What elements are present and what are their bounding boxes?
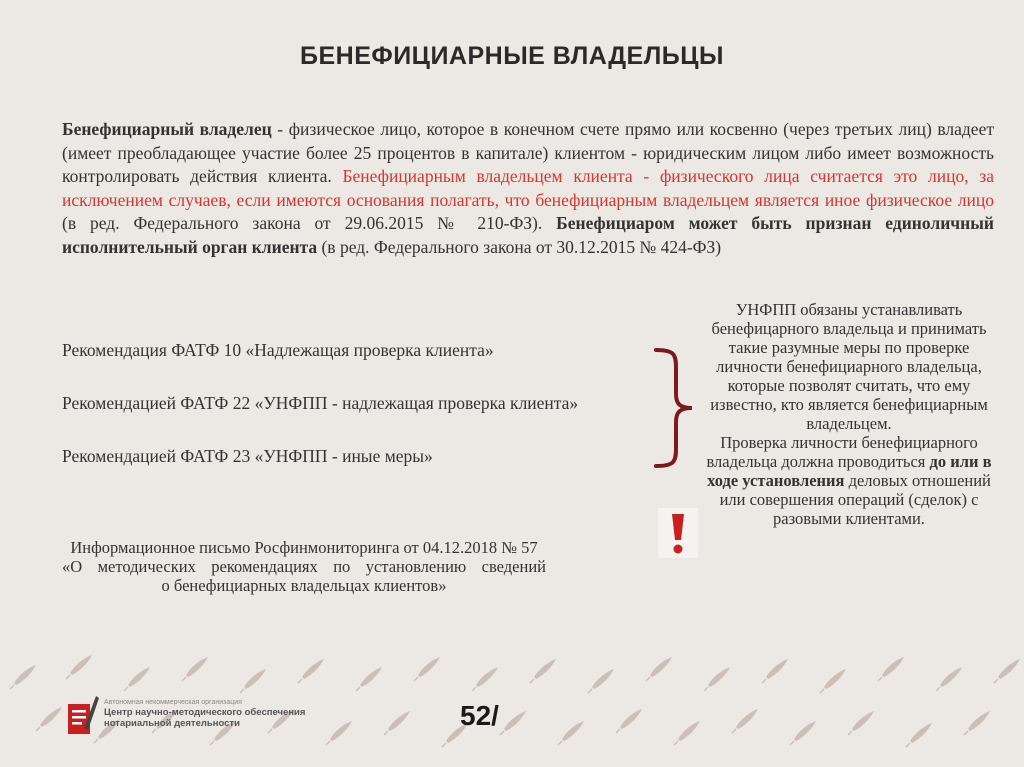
letter-line-2: «О методических рекомендациях по установлению сведений <box>62 557 546 576</box>
definition-text-3: (в ред. Федерального закона от 30.12.2015 № 424-ФЗ) <box>317 236 722 257</box>
exclamation-icon <box>658 508 698 558</box>
org-type: Автономная некоммерческая организация <box>104 699 242 706</box>
definition-text-2: (в ред. Федерального закона от 29.06.2015 № 210-ФЗ). <box>62 213 557 233</box>
rosfin-letter <box>62 538 546 595</box>
curly-bracket-icon <box>648 344 698 472</box>
page-number: 52/ <box>460 700 499 731</box>
right-p2-start: Проверка личности бенефициарного владельца должна проводиться <box>706 433 978 471</box>
org-line-1: Центр научно-методического обеспечения <box>104 707 306 718</box>
letter-line-1: Информационное письмо Росфинмониторинга от 04.12.2018 № 57 <box>70 538 538 557</box>
letter-line-3: о бенефициарных владельцах клиентов» <box>161 576 447 595</box>
right-p2-bold: до или в ходе установления <box>707 452 992 490</box>
slide-title: БЕНЕФИЦИАРНЫЕ ВЛАДЕЛЬЦЫ <box>300 42 724 70</box>
definition-text-1: - физическое лицо, которое в конечном счете прямо или косвенно (через третьих лиц) владеет (имеет преобладающее участие более 25 процентов в капитале) клиентом - юридическим лицом либо имеет возможность контролировать действия клиента. <box>62 119 994 186</box>
recommendation-item: Рекомендация ФАТФ 10 «Надлежащая проверка клиента» <box>62 340 494 360</box>
organization-name <box>104 698 305 729</box>
recommendation-item: Рекомендацией ФАТФ 22 «УНФПП - надлежащая проверка клиента» <box>62 393 579 413</box>
recommendation-item: Рекомендацией ФАТФ 23 «УНФПП - иные меры» <box>62 446 433 466</box>
definition-term: Бенефициарный владелец <box>62 119 272 139</box>
org-line-2: нотариальной деятельности <box>104 718 240 729</box>
definition-bold-2: Бенефициаром может быть признан единоличный исполнительный орган клиента <box>62 213 994 257</box>
definition-red-text: Бенефициарным владельцем клиента - физического лица считается это лицо, за исключением случаев, если имеются основания полагать, что бенефициарным владельцем является иное физическое лицо <box>62 166 994 210</box>
right-paragraph-1: УНФПП обязаны устанавливать бенефицарного владельца и принимать такие разумные меры по проверке личности бенефициарного владельца, которые позволят считать, что ему известно, кто является бенефициарным владельцем. <box>710 300 988 433</box>
right-p2-end: деловых отношений или совершения операций (сделок) с разовыми клиентами. <box>719 471 991 528</box>
definition-paragraph <box>62 118 994 259</box>
right-paragraph-2 <box>694 433 1004 528</box>
pen-logo-icon <box>66 692 100 738</box>
right-text-block <box>694 300 1004 528</box>
